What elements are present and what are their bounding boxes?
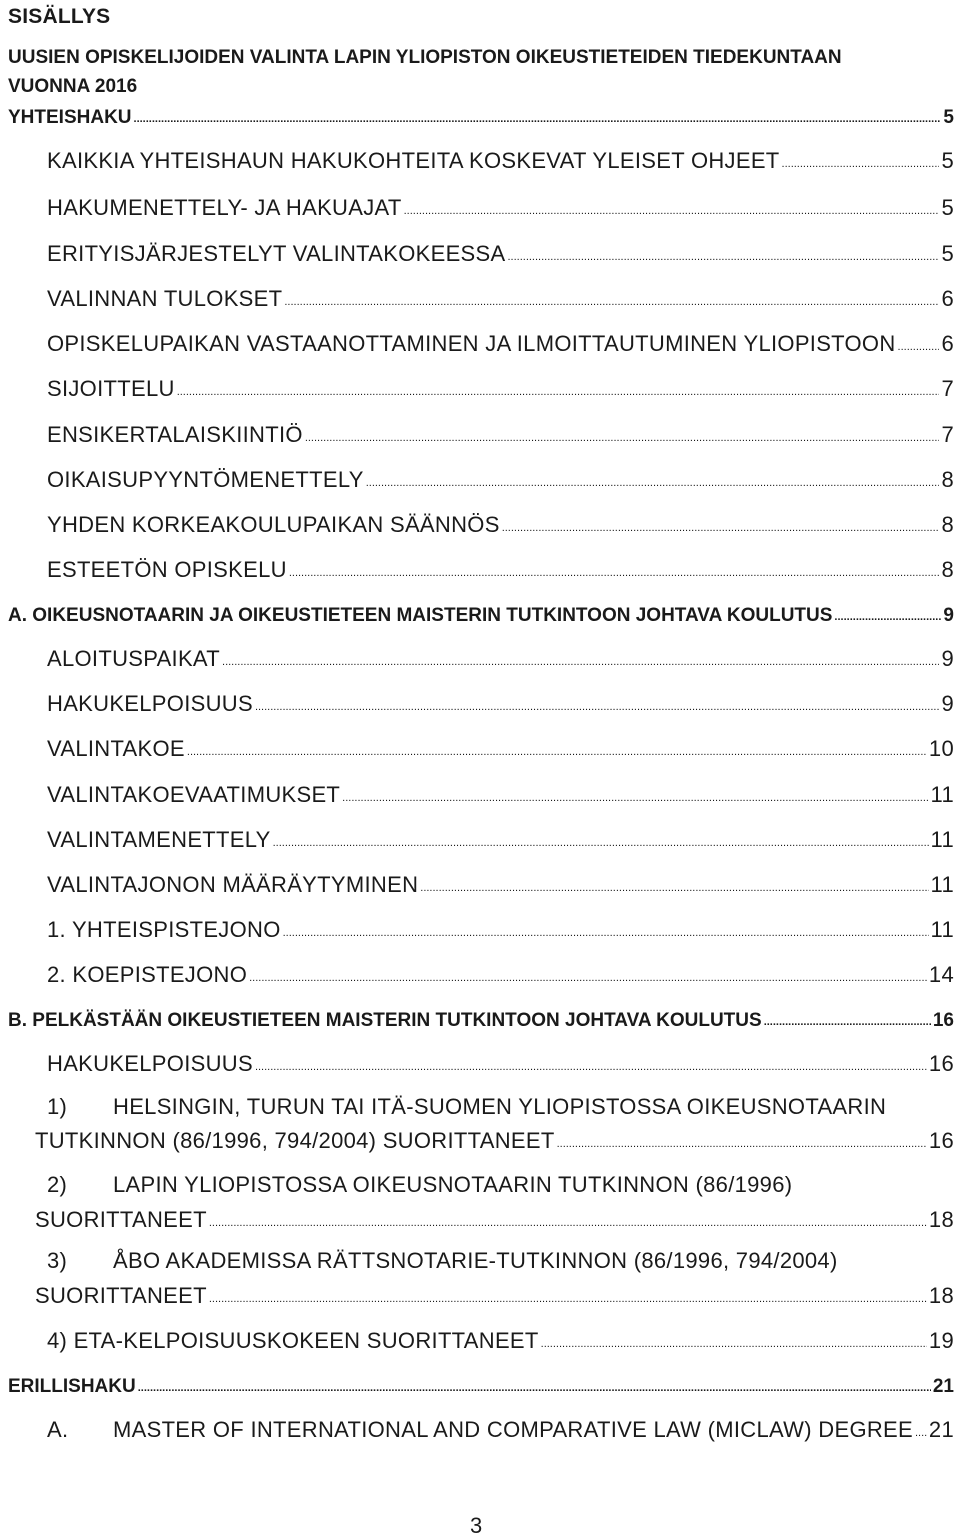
dot-leader xyxy=(782,146,940,168)
toc-entry[interactable] xyxy=(47,960,954,988)
toc-entry[interactable] xyxy=(47,239,954,267)
toc-entry[interactable] xyxy=(47,510,954,538)
toc-entry-page: 16 xyxy=(928,1051,954,1076)
toc-entry[interactable] xyxy=(47,555,954,583)
toc-multi-entry-3-line1[interactable] xyxy=(47,1248,838,1274)
toc-entry-title: HAKUMENETTELY- JA HAKUAJAT xyxy=(47,195,402,220)
toc-entry-page: 9 xyxy=(943,605,954,626)
toc-entry[interactable] xyxy=(47,689,954,717)
toc-entry-title: 1. YHTEISPISTEJONO xyxy=(47,917,281,942)
toc-entry[interactable] xyxy=(47,329,954,357)
toc-entry-page: 11 xyxy=(930,782,954,807)
toc-entry-title: MASTER OF INTERNATIONAL AND COMPARATIVE LAW (MICLAW) DEGREE xyxy=(113,1417,913,1442)
toc-entry-page: 8 xyxy=(941,512,954,537)
toc-entry-page: 8 xyxy=(941,557,954,582)
dot-leader xyxy=(507,239,939,261)
toc-heading: SISÄLLYS xyxy=(8,5,111,28)
dot-leader xyxy=(134,104,942,123)
toc-entry-page: 5 xyxy=(943,107,954,128)
toc-entry-yhteishaku[interactable] xyxy=(8,104,954,129)
toc-entry-page: 16 xyxy=(932,1010,954,1031)
toc-entry-title: YHTEISHAKU xyxy=(8,107,132,128)
toc-entry-title: KAIKKIA YHTEISHAUN HAKUKOHTEITA KOSKEVAT YLEISET OHJEET xyxy=(47,148,780,173)
toc-entry-page: 11 xyxy=(930,872,954,897)
toc-multi-entry-2-line2[interactable] xyxy=(35,1205,954,1233)
toc-entry-title: ERITYISJÄRJESTELYT VALINTAKOKEESSA xyxy=(47,241,506,266)
dot-leader xyxy=(541,1326,927,1348)
toc-entry-section-a[interactable] xyxy=(8,602,954,627)
toc-entry-page: 9 xyxy=(941,646,954,671)
dot-leader xyxy=(305,420,940,442)
dot-leader xyxy=(915,1415,927,1437)
toc-entry-page: 21 xyxy=(928,1417,954,1442)
toc-entry-title: VALINTAMENETTELY xyxy=(47,827,271,852)
toc-entry-title: TUTKINNON (86/1996, 794/2004) SUORITTANEET xyxy=(35,1128,555,1153)
toc-entry-section-b[interactable] xyxy=(8,1007,954,1032)
dot-leader xyxy=(209,1281,927,1303)
toc-entry[interactable] xyxy=(47,284,954,312)
dot-leader xyxy=(283,915,929,937)
toc-entry-number: 1) xyxy=(47,1094,68,1119)
toc-entry-page: 9 xyxy=(941,691,954,716)
toc-entry-page: 18 xyxy=(928,1207,954,1232)
toc-entry-page: 19 xyxy=(928,1328,954,1353)
toc-entry-title: SUORITTANEET xyxy=(35,1207,207,1232)
toc-entry-title: VALINTAKOE xyxy=(47,736,185,761)
toc-entry-title: ESTEETÖN OPISKELU xyxy=(47,557,287,582)
dot-leader xyxy=(834,602,941,621)
toc-entry-title: ALOITUSPAIKAT xyxy=(47,646,221,671)
toc-entry[interactable] xyxy=(47,870,954,898)
toc-entry-title: SIJOITTELU xyxy=(47,376,175,401)
toc-entry-title: YHDEN KORKEAKOULUPAIKAN SÄÄNNÖS xyxy=(47,512,500,537)
toc-entry[interactable] xyxy=(47,374,954,402)
dot-leader xyxy=(764,1007,931,1026)
toc-entry-title: HAKUKELPOISUUS xyxy=(47,691,253,716)
toc-entry-title: A. OIKEUSNOTAARIN JA OIKEUSTIETEEN MAISTERIN TUTKINTOON JOHTAVA KOULUTUS xyxy=(8,605,833,626)
toc-entry-title: VALINTAJONON MÄÄRÄYTYMINEN xyxy=(47,872,419,897)
toc-entry-page: 5 xyxy=(941,241,954,266)
toc-entry-page: 7 xyxy=(941,422,954,447)
toc-multi-entry-1-line1[interactable] xyxy=(47,1094,886,1120)
toc-multi-entry-1-line2[interactable] xyxy=(35,1126,954,1154)
toc-entry-miclaw[interactable] xyxy=(47,1415,954,1443)
toc-entry[interactable] xyxy=(47,146,954,174)
dot-leader xyxy=(255,689,940,711)
dot-leader xyxy=(222,644,939,666)
dot-leader xyxy=(284,284,939,306)
toc-entry-page: 10 xyxy=(928,736,954,761)
toc-entry-title: 4) ETA-KELPOISUUSKOKEEN SUORITTANEET xyxy=(47,1328,539,1353)
toc-entry[interactable] xyxy=(47,193,954,221)
toc-entry-title: HAKUKELPOISUUS xyxy=(47,1051,253,1076)
toc-entry-erillishaku[interactable] xyxy=(8,1373,954,1398)
toc-entry-number: 3) xyxy=(47,1248,68,1273)
page-number: 3 xyxy=(470,1513,483,1538)
dot-leader xyxy=(342,780,928,802)
intro-line-2: VUONNA 2016 xyxy=(8,76,138,97)
toc-entry-page: 8 xyxy=(941,467,954,492)
dot-leader xyxy=(187,734,927,756)
intro-line-1: UUSIEN OPISKELIJOIDEN VALINTA LAPIN YLIOPISTON OIKEUSTIETEIDEN TIEDEKUNTAAN xyxy=(8,47,842,68)
toc-entry-title: OPISKELUPAIKAN VASTAANOTTAMINEN JA ILMOITTAUTUMINEN YLIOPISTOON xyxy=(47,331,896,356)
toc-entry-title: LAPIN YLIOPISTOSSA OIKEUSNOTAARIN TUTKINNON (86/1996) xyxy=(113,1172,793,1197)
toc-entry-number: 2) xyxy=(47,1172,68,1197)
toc-entry[interactable] xyxy=(47,465,954,493)
toc-entry-title: VALINTAKOEVAATIMUKSET xyxy=(47,782,341,807)
toc-entry[interactable] xyxy=(47,915,954,943)
toc-entry[interactable] xyxy=(47,780,954,808)
toc-entry-title: ENSIKERTALAISKIINTIÖ xyxy=(47,422,303,447)
toc-entry-title: HELSINGIN, TURUN TAI ITÄ-SUOMEN YLIOPISTOSSA OIKEUSNOTAARIN xyxy=(113,1094,887,1119)
toc-entry[interactable] xyxy=(47,734,954,762)
dot-leader xyxy=(404,193,940,215)
dot-leader xyxy=(209,1205,927,1227)
toc-entry-page: 5 xyxy=(941,195,954,220)
toc-entry[interactable] xyxy=(47,420,954,448)
toc-entry-page: 6 xyxy=(941,331,954,356)
dot-leader xyxy=(502,510,940,532)
toc-entry-title: OIKAISUPYYNTÖMENETTELY xyxy=(47,467,364,492)
toc-entry[interactable] xyxy=(47,825,954,853)
toc-entry-page: 11 xyxy=(930,917,954,942)
toc-entry-page: 5 xyxy=(941,148,954,173)
dot-leader xyxy=(255,1049,927,1071)
toc-entry-page: 6 xyxy=(941,286,954,311)
toc-multi-entry-3-line2[interactable] xyxy=(35,1281,954,1309)
toc-entry-title: SUORITTANEET xyxy=(35,1283,207,1308)
dot-leader xyxy=(138,1373,931,1392)
dot-leader xyxy=(273,825,929,847)
toc-entry-title: B. PELKÄSTÄÄN OIKEUSTIETEEN MAISTERIN TUTKINTOON JOHTAVA KOULUTUS xyxy=(8,1010,762,1031)
toc-entry-page: 16 xyxy=(928,1128,954,1153)
toc-entry-title: VALINNAN TULOKSET xyxy=(47,286,283,311)
toc-entry-page: 14 xyxy=(928,962,954,987)
toc-entry-title: 2. KOEPISTEJONO xyxy=(47,962,248,987)
toc-entry-number: A. xyxy=(47,1417,69,1442)
dot-leader xyxy=(177,374,940,396)
toc-entry-page: 18 xyxy=(928,1283,954,1308)
toc-entry-page: 7 xyxy=(941,376,954,401)
toc-entry-page: 11 xyxy=(930,827,954,852)
dot-leader xyxy=(366,465,940,487)
dot-leader xyxy=(557,1126,927,1148)
toc-multi-entry-2-line1[interactable] xyxy=(47,1172,792,1198)
toc-entry-title: ÅBO AKADEMISSA RÄTTSNOTARIE-TUTKINNON (86/1996, 794/2004) xyxy=(113,1248,838,1273)
toc-entry[interactable] xyxy=(47,1049,954,1077)
toc-entry-title: ERILLISHAKU xyxy=(8,1376,136,1397)
toc-entry[interactable] xyxy=(47,1326,954,1354)
dot-leader xyxy=(420,870,928,892)
dot-leader xyxy=(289,555,940,577)
dot-leader xyxy=(898,329,940,351)
dot-leader xyxy=(249,960,927,982)
toc-entry-page: 21 xyxy=(932,1376,954,1397)
toc-entry[interactable] xyxy=(47,644,954,672)
